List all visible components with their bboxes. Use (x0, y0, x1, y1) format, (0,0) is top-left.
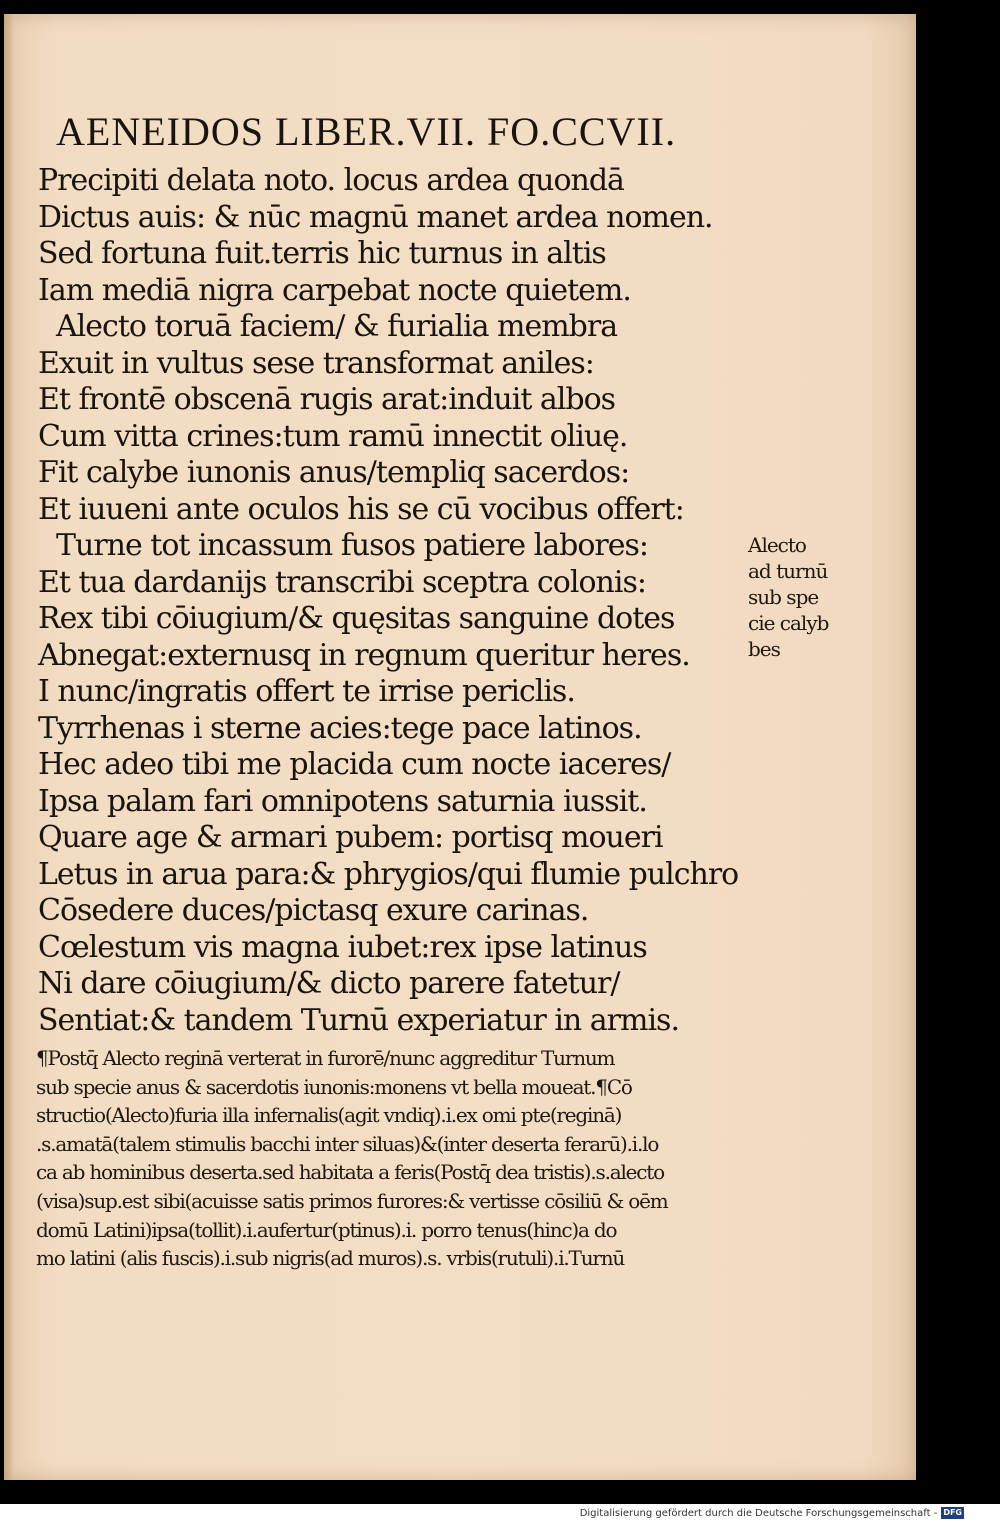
marginal-note-line: ad turnū (748, 559, 828, 583)
page-gutter-shadow (4, 14, 14, 1480)
verse-line: Abnegat:externusq in regnum queritur heres. (38, 637, 690, 673)
verse-line: Cœlestum vis magna iubet:rex ipse latinus (38, 929, 647, 965)
verse-line: Iam mediā nigra carpebat nocte quietem. (38, 272, 631, 308)
verse-line: Turne tot incassum fusos patiere labores: (56, 528, 648, 563)
verse-line: Fit calybe iunonis anus/templiq sacerdos: (38, 455, 630, 490)
marginal-note (748, 532, 828, 662)
commentary-line: sub specie anus & sacerdotis iunonis:monens vt bella moueat.¶Cō (36, 1074, 632, 1099)
verse-line: Rex tibi cōiugium/& quęsitas sanguine dotes (38, 601, 675, 636)
commentary-line: structio(Alecto)furia illa infernalis(agit vndiq).i.ex omi pte(reginā) (36, 1103, 622, 1128)
verse-line: Precipiti delata noto. locus ardea quondā (38, 163, 624, 198)
commentary-line: mo latini (alis fuscis).i.sub nigris(ad muros).s. vrbis(rutuli).i.Turnū (36, 1246, 625, 1271)
verse-line: Alecto toruā faciem/ & furialia membra (56, 309, 618, 344)
digitization-footer (580, 1507, 964, 1519)
funding-credit: Digitalisierung gefördert durch die Deutsche Forschungsgemeinschaft - (579, 1507, 938, 1519)
marginal-note-line: Alecto (748, 533, 806, 557)
verse-line: Cum vitta crines:tum ramū innectit oliuę. (38, 418, 628, 454)
commentary-line: (visa)sup.est sibi(acuisse satis primos furores:& vertisse cōsiliū & oēm (36, 1188, 668, 1213)
running-head: AENEIDOS LIBER.VII. FO.CCVII. (56, 109, 677, 154)
verse-line: Hec adeo tibi me placida cum nocte iaceres/ (38, 747, 671, 782)
marginal-note-line: cie calyb (748, 611, 829, 635)
verse-line: Et iuueni ante oculos his se cū vocibus offert: (38, 491, 684, 527)
verse-line: Ni dare cōiugium/& dicto parere fatetur/ (38, 966, 620, 1001)
verse-line: Et tua dardanijs transcribi sceptra colonis: (38, 564, 646, 600)
verse-line: Dictus auis: & nūc magnū manet ardea nomen. (38, 199, 713, 235)
commentary-line: domū Latini)ipsa(tollit).i.aufertur(ptinus).i. porro tenus(hinc)a do (36, 1217, 617, 1242)
verse-line: Cōsedere duces/pictasq exure carinas. (38, 893, 589, 928)
verse-line: Et frontē obscenā rugis arat:induit albos (38, 382, 616, 417)
verse-line: I nunc/ingratis offert te irrise periclis. (38, 674, 575, 709)
verse-line: Sed fortuna fuit.terris hic turnus in altis (38, 236, 606, 271)
commentary-line: ¶Postq̄ Alecto reginā verterat in furorē/nunc aggreditur Turnum (36, 1046, 615, 1070)
commentary-line: ca ab hominibus deserta.sed habitata a feris(Postq̄ dea tristis).s.alecto (36, 1160, 664, 1185)
verse-line: Exuit in vultus sese transformat aniles: (38, 345, 594, 381)
commentary-block (36, 1044, 668, 1273)
verse-line: Quare age & armari pubem: portisq moueri (38, 820, 663, 855)
commentary-line: .s.amatā(talem stimulis bacchi inter siluas)&(inter deserta ferarū).i.lo (36, 1131, 659, 1156)
verse-block (38, 163, 739, 1039)
verse-line: Sentiat:& tandem Turnū experiatur in armis. (38, 1002, 679, 1038)
verse-line: Ipsa palam fari omnipotens saturnia iussit. (38, 783, 647, 819)
verse-line: Letus in arua para:& phrygios/qui flumie pulchro (38, 856, 739, 892)
marginal-note-line: bes (748, 637, 780, 661)
verse-line: Tyrrhenas i sterne acies:tege pace latinos. (38, 710, 642, 746)
marginal-note-line: sub spe (748, 585, 819, 609)
dfg-logo: DFG (943, 1508, 962, 1517)
